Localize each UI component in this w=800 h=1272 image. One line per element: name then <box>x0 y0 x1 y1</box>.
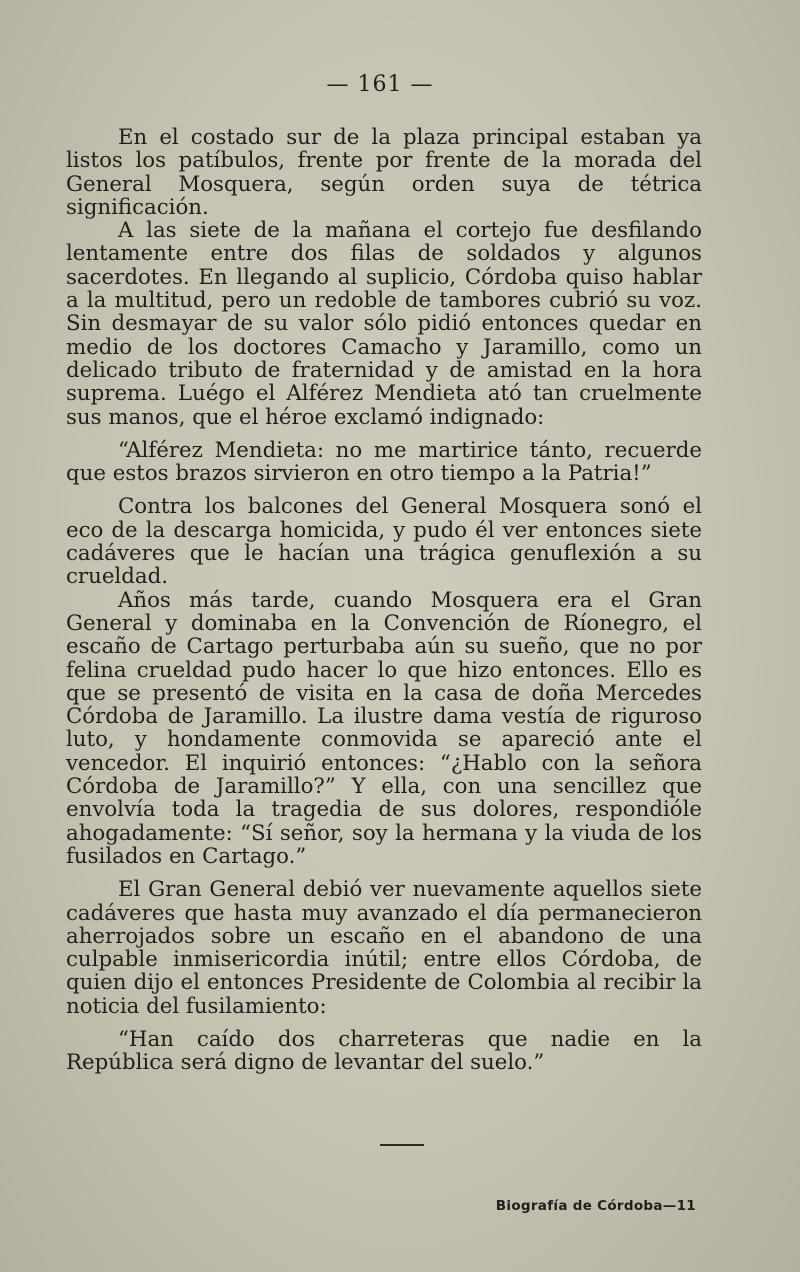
body-text <box>66 126 702 1075</box>
paragraph-visit: Años más tarde, cuando Mosquera era el Gran General y dominaba en la Convención de Ríonegro, el escaño de Cartago perturbaba aún su sueño, que no por felina crueldad pudo hacer lo que hizo entonces. Ello es que se presentó de visita en la casa de doña Mercedes Córdoba de Jaramillo. La ilustre dama vestía de riguroso luto, y hondamente conmovida se apareció ante el vencedor. El inquirió entonces: “¿Hablo con la señora Córdoba de Jaramillo?” Y ella, con una sencillez que envolvía toda la tragedia de sus dolores, respondióle ahogadamente: “Sí señor, soy la hermana y la viuda de los fusilados en Cartago.” <box>66 587 702 869</box>
signature-footer: Biografía de Córdoba—11 <box>495 1198 696 1214</box>
quote-cordoba: “Alférez Mendieta: no me martirice tánto, recuerde que estos brazos sirvieron en otro tiempo a la Patria!” <box>66 437 702 487</box>
paragraph-execution: Contra los balcones del General Mosquera sonó el eco de la descarga homicida, y pudo él ver entonces siete cadáveres que le hacían una trágica genuflexión a su crueldad. <box>66 494 702 590</box>
page-number: — 161 — <box>326 72 434 97</box>
paragraph-scaffolds: En el costado sur de la plaza principal estaban ya listos los patíbulos, frente por frente de la morada del General Mosquera, según orden suya de tétrica significación. <box>66 125 702 220</box>
paragraph-aftermath: El Gran General debió ver nuevamente aquellos siete cadáveres que hasta muy avanzado el día permanecieron aherrojados sobre un escaño en el abandono de una culpable inmisericordia inútil; entre ellos Córdoba, de quien dijo el entonces Presidente de Colombia al recibir la noticia del fusilamiento: <box>66 877 702 1019</box>
paragraph-procession: A las siete de la mañana el cortejo fue desfilando lentamente entre dos filas de soldados y algunos sacerdotes. En llegando al suplicio, Córdoba quiso hablar a la multitud, pero un redoble de tambores cubrió su voz. Sin desmayar de su valor sólo pidió entonces quedar en medio de los doctores Camacho y Jaramillo, como un delicado tributo de fraternidad y de amistad en la hora suprema. Luégo el Alférez Mendieta ató tan cruelmente sus manos, que el héroe exclamó indignado: <box>66 218 702 430</box>
section-divider <box>380 1144 424 1146</box>
quote-president: “Han caído dos charreteras que nadie en la República será digno de levantar del suelo.” <box>66 1026 702 1076</box>
